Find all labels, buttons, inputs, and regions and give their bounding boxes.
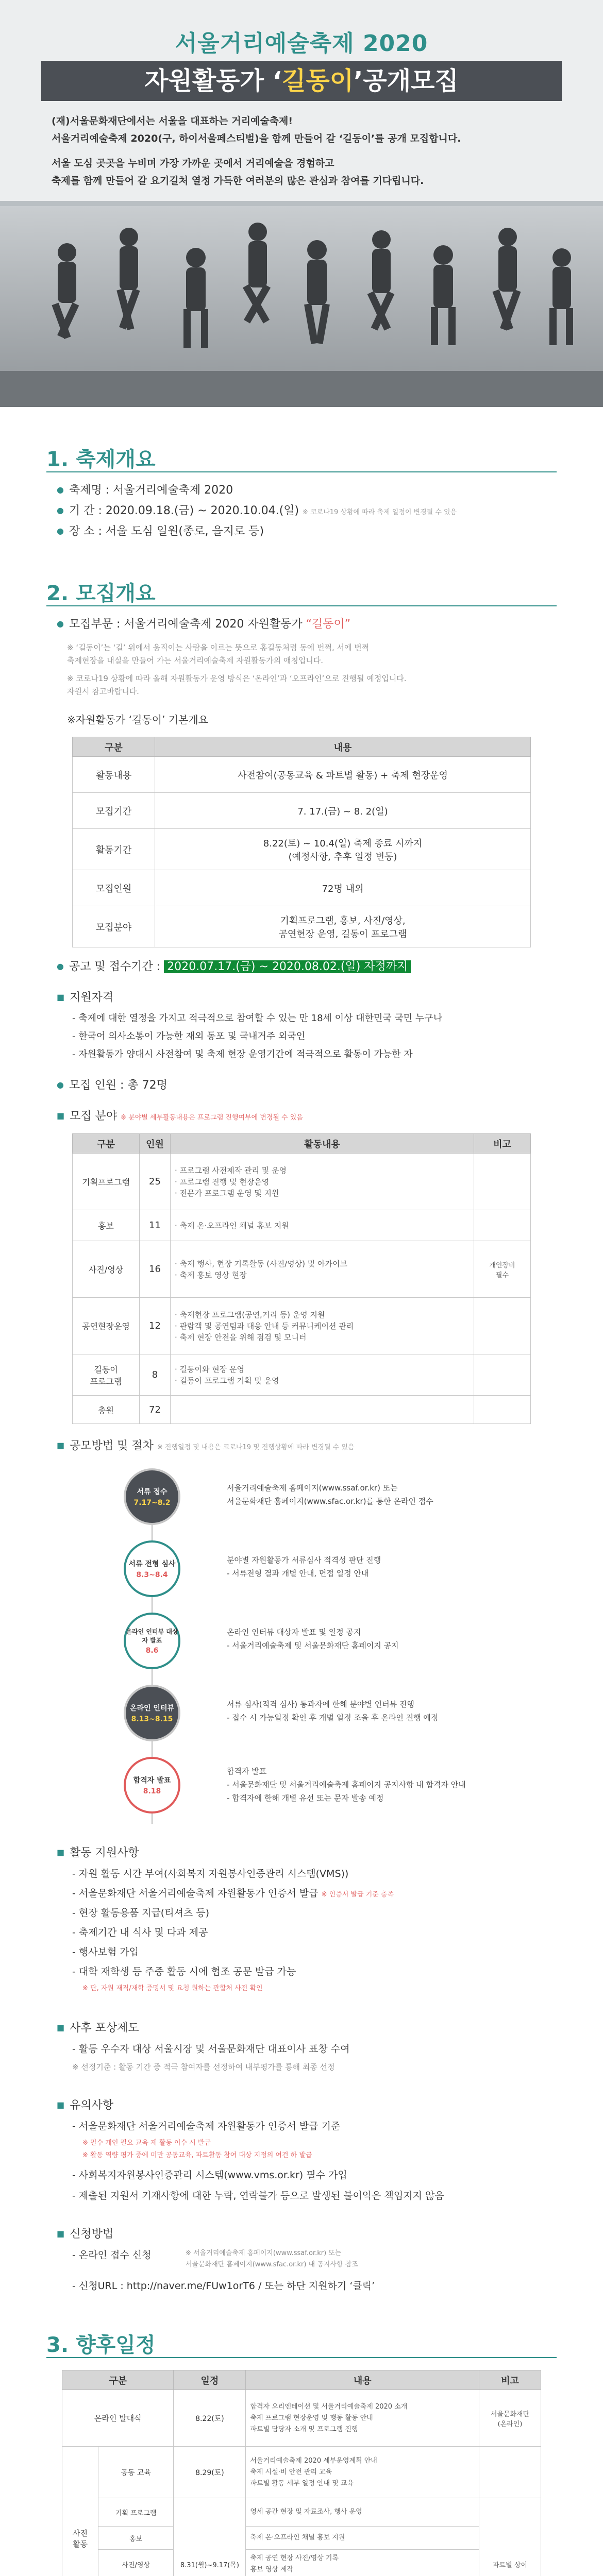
table-cell: 8.22(토) ~ 10.4(일) 축제 종료 시까지 (예정사항, 추후 일정 변동) [155,829,531,870]
hero-banner [0,0,603,407]
process-step: 합격자 발표 8.18 [124,1757,180,1814]
hero-intro-line: 축제를 함께 만들어 갈 요기길처 열정 가득한 여러분의 많은 관심과 참여를 기다립니다. [52,175,424,187]
table-row [62,2527,541,2550]
table-header: 내용 [155,737,531,757]
table-header: 활동내용 [171,1134,474,1154]
process-desc: 분야별 자원활동가 서류심사 적격성 판단 진행 - 서류전형 결과 개별 안내, 면접 일정 안내 [227,1555,381,1578]
table-cell: 공동 교육 [98,2447,174,2498]
apply-online-note: ※ 서울거리예술축제 홈페이지(www.ssaf.or.kr) 또는 [186,2249,342,2257]
hero-intro-line: (재)서울문화재단에서는 서울을 대표하는 거리예술축제! [52,115,293,127]
table-cell: 25 [140,1154,171,1210]
benefit-item: - 축제기간 내 식사 및 다과 제공 [72,1927,208,1938]
table-cell [474,1210,531,1241]
table-cell [474,1298,531,1354]
table-cell: 온라인 발대식 [62,2390,174,2447]
table-cell: 사진/영상 [73,1241,140,1298]
table-cell: 파트별 상이 [479,2498,541,2576]
process-step: 온라인 인터뷰 8.13~8.15 [124,1685,180,1741]
recruit-title: 자원활동가 ‘길동이’공개모집 [41,61,562,101]
table-cell: 72 [140,1396,171,1424]
hero-intro-line: 서울거리예술축제 2020(구, 하이서울페스티벌)을 함께 만들어 갈 ‘길동이’를 공개 모집합니다. [52,133,461,144]
table-cell: 서울문화재단 (온라인) [479,2390,541,2447]
table-cell: · 축제 행사, 현장 기록활동 (사진/영상) 및 아카이브 · 축제 홍보 영상 현장 [171,1241,474,1298]
table-cell: 72명 내외 [155,870,531,906]
table-cell: 모집분야 [73,906,155,947]
benefit-item: - 현장 활동용품 지급(티셔츠 등) [72,1907,210,1919]
qualification-item: - 자원활동가 양대시 사전참여 및 축제 현장 운영기간에 적극적으로 활동이 가능한 자 [72,1049,413,1060]
note-text: ※ 코로나19 상황에 따라 올해 자원활동가 운영 방식은 ‘온라인’과 ‘오프라인’으로 진행될 예정입니다. [67,674,407,683]
festival-period: ● 기 간 : 2020.09.18.(금) ~ 2020.10.04.(일) ※ 코로나19 상황에 따라 축제 일정이 변경될 수 있음 [57,502,457,521]
recruit-count: ● 모집 인원 : 총 72명 [57,1077,167,1095]
table-header: 비고 [474,1134,531,1154]
table-cell: 축제 공연 현장 사진/영상 기록 홍보 영상 제작 [246,2550,479,2576]
section-title-overview: 1. 축제개요 [46,448,156,471]
note-text: ※ ‘길동이’는 ‘길’ 위에서 움직이는 사람을 이르는 뜻으로 홍길동처럼 동에 번쩍, 서에 번쩍 [67,643,370,652]
section-divider [46,605,557,606]
apply-method-title: ■ 신청방법 [57,2226,113,2244]
table-cell: 모집인원 [73,870,155,906]
table-cell: 길동이 프로그램 [73,1354,140,1396]
table-cell: 공연현장운영 [73,1298,140,1354]
award-title: ■ 사후 포상제도 [57,2020,139,2038]
hero-intro-line: 서울 도심 곳곳을 누비며 가장 가까운 곳에서 거리예술을 경험하고 [52,158,334,169]
section-divider [46,471,557,472]
notice-note: ※ 필수 개인 필요 교육 제 활동 이수 시 발급 [82,2139,211,2147]
table-row [62,2498,541,2527]
award-item: - 활동 우수자 대상 서울시장 및 서울문화재단 대표이사 표창 수여 [72,2043,350,2055]
award-note: ※ 선정기준 : 활동 기간 중 적극 참여자를 선정하여 내부평가를 통해 최종 선정 [72,2062,335,2072]
recruit-project: ● 모집부문 : 서울거리예술축제 2020 자원활동가 “길동이” [57,616,350,634]
table-row [62,2550,541,2576]
table-row [73,1210,531,1241]
process-step: 온라인 인터뷰 대상자 발표 8.6 [124,1613,180,1669]
table-header: 내용 [246,2370,479,2390]
notice-title: ■ 유의사항 [57,2097,113,2115]
table-cell: 12 [140,1298,171,1354]
table-cell [474,1354,531,1396]
field-table [72,1133,531,1424]
table-cell [171,1396,474,1424]
table-cell: 개인장비 필수 [474,1241,531,1298]
process-desc: 온라인 인터뷰 대상자 발표 및 일정 공지 - 서울거리예술축제 및 서울문화재단 홈페이지 공지 [227,1628,399,1650]
benefit-item: - 행사보험 가입 [72,1946,139,1958]
table-cell: 사전참여(공동교육 & 파트별 활동) + 축제 현장운영 [155,757,531,793]
section-title-recruit: 2. 모집개요 [46,582,156,605]
notice-item: - 서울문화재단 서울거리예술축제 자원활동가 인증서 발급 기준 [72,2121,341,2132]
note-text: 축제현장을 내실을 만들어 가는 서울거리예술축제 자원활동가의 애칭입니다. [67,656,324,665]
table-cell [474,1396,531,1424]
table-caption: ※자원활동가 ‘길동이’ 기본개요 [67,714,209,726]
table-header: 인원 [140,1134,171,1154]
table-cell: 홍보 [98,2527,174,2550]
notice-item: - 사회복지자원봉사인증관리 시스템(www.vms.or.kr) 필수 가입 [72,2170,347,2181]
table-cell: 홍보 [73,1210,140,1241]
festival-title: 서울거리예술축제 2020 [175,30,428,57]
table-cell: 8 [140,1354,171,1396]
table-row [73,1396,531,1424]
process-desc: 서류 심사(적격 심사) 통과자에 한해 분야별 인터뷰 진행 - 접수 시 가능일정 확인 후 개별 일정 조율 후 온라인 진행 예정 [227,1700,439,1722]
section-title-schedule: 3. 향후일정 [46,2333,156,2357]
process-step: 서류 접수 7.17~8.2 [124,1468,180,1525]
notice-note: ※ 활동 역량 평가 중에 미만 공동교육, 파트활동 참여 대상 지정의 여건 하 발급 [82,2151,312,2159]
table-row [73,1241,531,1298]
table-cell: 사전 활동 [62,2447,98,2576]
qualification-title: ■ 지원자격 [57,989,113,1007]
table-cell: 합격자 오리엔테이션 및 서울거리예술축제 2020 소개 축제 프로그램 현장운영 및 행동 활동 안내 파트별 담당자 소개 및 프로그램 진행 [246,2390,479,2447]
table-header: 일정 [174,2370,246,2390]
table-header: 구분 [62,2370,174,2390]
table-cell [479,2447,541,2498]
process-desc: 서울거리예술축제 홈페이지(www.ssaf.or.kr) 또는 서울문화재단 홈페이지(www.sfac.or.kr)를 통한 온라인 접수 [227,1483,433,1506]
table-row [73,1298,531,1354]
table-row [73,1154,531,1210]
overview-table [72,737,531,947]
table-row [73,793,531,829]
table-cell: 8.22(토) [174,2390,246,2447]
table-cell: 8.29(토) [174,2447,246,2498]
table-row [62,2390,541,2447]
apply-url-link[interactable]: - 신청URL : http://naver.me/FUw1orT6 / 또는 하단 지원하기 ‘클릭’ [72,2280,375,2292]
table-row [73,829,531,870]
notice-item: - 제출된 지원서 기재사항에 대한 누락, 연락불가 등으로 발생된 불이익은 책임지지 않음 [72,2190,444,2201]
schedule-table [62,2370,541,2576]
festival-name: ● 축제명 : 서울거리예술축제 2020 [57,482,233,500]
table-row [62,2447,541,2498]
table-cell: · 프로그램 사전제작 관리 및 운영 · 프로그램 진행 및 현장운영 · 전문가 프로그램 운영 및 지원 [171,1154,474,1210]
table-cell: 활동내용 [73,757,155,793]
jumping-people-photo [0,155,603,407]
table-cell [474,1154,531,1210]
note-text: 자원시 참고바랍니다. [67,687,139,696]
table-cell: 11 [140,1210,171,1241]
table-header: 구분 [73,1134,140,1154]
table-cell: 기획 프로그램 [98,2498,174,2527]
table-cell: 서울거리예술축제 2020 세부운영계획 안내 축제 시설·비 안전 관리 교육 파트별 활동 세부 일정 안내 및 교육 [246,2447,479,2498]
qualification-item: - 한국어 의사소통이 가능한 재외 동포 및 국내거주 외국인 [72,1031,306,1042]
benefit-item: - 자원 활동 시간 부여(사회복지 자원봉사인증관리 시스템(VMS)) [72,1868,349,1879]
benefit-item: - 대학 재학생 등 주중 활동 시에 협조 공문 발급 가능 [72,1966,296,1977]
table-cell: 활동기간 [73,829,155,870]
table-cell: 모집기간 [73,793,155,829]
table-header: 구분 [73,737,155,757]
table-cell: 사진/영상 [98,2550,174,2576]
table-row [73,870,531,906]
table-cell: 기획프로그램 [73,1154,140,1210]
table-cell: · 길동이와 현장 운영 · 길동이 프로그램 기획 및 운영 [171,1354,474,1396]
benefit-title: ■ 활동 지원사항 [57,1844,139,1862]
table-cell: · 축제 온·오프라인 채널 홍보 지원 [171,1210,474,1241]
process-desc: 합격자 발표 - 서울문화재단 및 서울거리예술축제 홈페이지 공지사항 내 합격자 안내 - 합격자에 한해 개별 유선 또는 문자 발송 예정 [227,1767,466,1803]
field-title: ■ 모집 분야 ※ 분야별 세부활동내용은 프로그램 진행여부에 변경될 수 있음 [57,1108,303,1127]
benefit-note: ※ 단, 자원 재직/재학 증명서 및 요청 원하는 관할처 사전 확인 [82,1985,263,1992]
process-title: ■ 공모방법 및 절차 ※ 진행일정 및 내용은 코로나19 및 진행상황에 따라 변경될 수 있음 [57,1437,355,1456]
process-step: 서류 전형 심사 8.3~8.4 [124,1540,180,1597]
table-row [73,906,531,947]
table-cell: 8.31(월)~9.17(목) [174,2498,246,2576]
table-header: 비고 [479,2370,541,2390]
apply-period: ● 공고 및 접수기간 : 2020.07.17.(금) ~ 2020.08.02.(일) 자정까지 [57,958,411,976]
section-divider [46,2357,557,2358]
apply-online: - 온라인 접수 신청 [72,2249,152,2261]
table-cell: 7. 17.(금) ~ 8. 2(일) [155,793,531,829]
table-row [73,1354,531,1396]
table-row [73,757,531,793]
table-cell: 총원 [73,1396,140,1424]
table-cell: 16 [140,1241,171,1298]
festival-place: ● 장 소 : 서울 도심 일원(종로, 을지로 등) [57,523,264,541]
qualification-item: - 축제에 대한 열정을 가지고 적극적으로 참여할 수 있는 만 18세 이상 대한민국 국민 누구나 [72,1013,443,1024]
table-cell: 축제 온·오프라인 채널 홍보 지원 [246,2527,479,2550]
benefit-item: - 서울문화재단 서울거리예술축제 자원활동가 인증서 발급 ※ 인증서 발급 기준 충족 [72,1888,394,1899]
table-cell: · 축제현장 프로그램(공연,거리 등) 운영 지원 · 관람객 및 공연팀과 대응 안내 등 커뮤니케이션 관리 · 축제 현장 안전을 위해 점검 및 모니터 [171,1298,474,1354]
table-cell: 영세 공간 현장 및 자료조사, 행사 운영 [246,2498,479,2527]
table-cell: 기획프로그램, 홍보, 사진/영상, 공연현장 운영, 길동이 프로그램 [155,906,531,947]
apply-online-note: 서울문화재단 홈페이지(www.sfac.or.kr) 내 공지사항 참조 [186,2261,358,2268]
